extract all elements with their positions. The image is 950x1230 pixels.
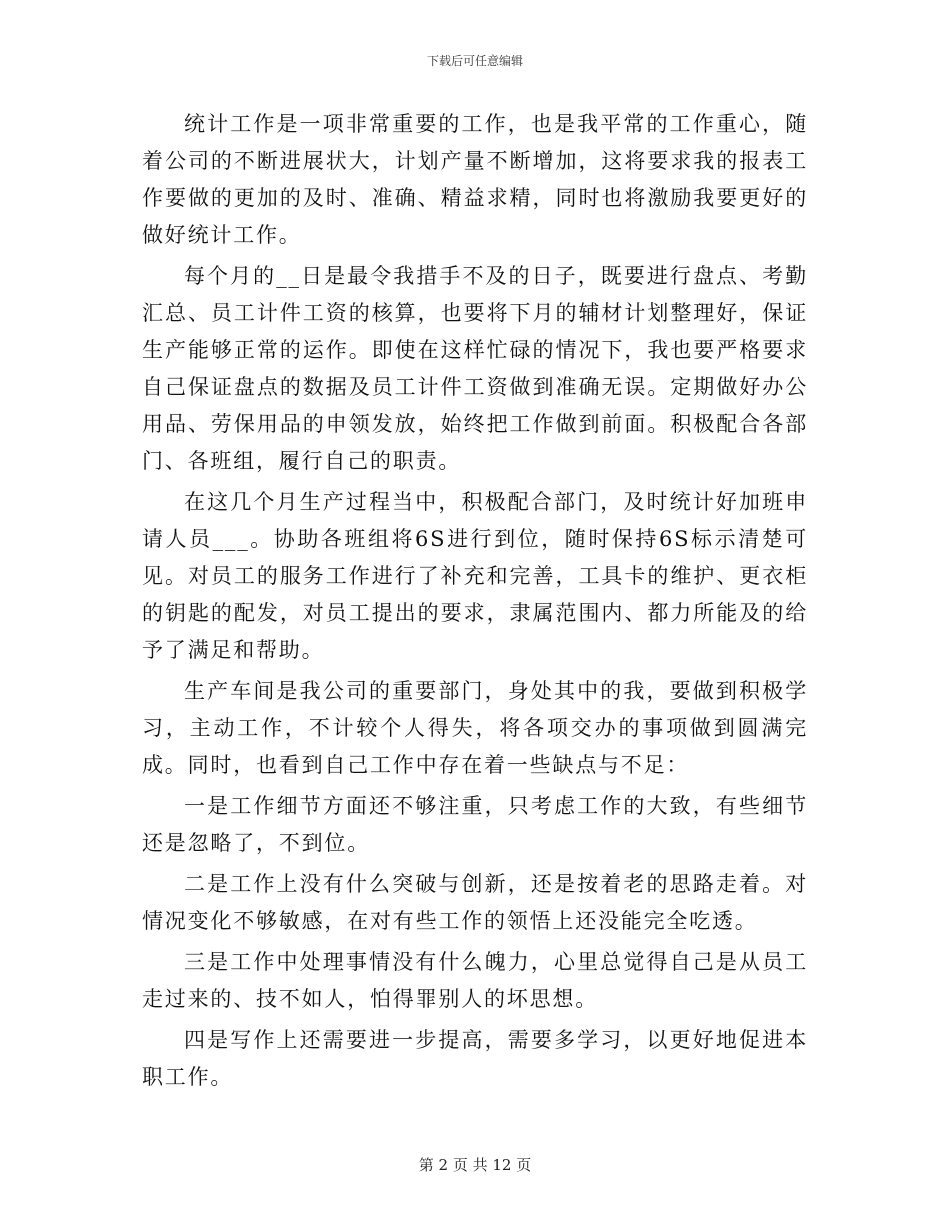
document-body xyxy=(142,106,808,1100)
paragraph: 四是写作上还需要进一步提高，需要多学习，以更好地促进本职工作。 xyxy=(142,1028,808,1089)
paragraph: 生产车间是我公司的重要部门，身处其中的我，要做到积极学习，主动工作，不计较个人得失，将各项交办的事项做到圆满完成。同时，也看到自己工作中存在着一些缺点与不足： xyxy=(142,679,808,777)
paragraph: 在这几个月生产过程当中，积极配合部门，及时统计好加班申请人员___。协助各班组将6S进行到位，随时保持6S标示清楚可见。对员工的服务工作进行了补充和完善，工具卡的维护、更衣柜的钥匙的配发，对员工提出的要求，隶属范围内、都力所能及的给予了满足和帮助。 xyxy=(142,490,808,662)
paragraph: 每个月的__日是最令我措手不及的日子，既要进行盘点、考勤汇总、员工计件工资的核算，也要将下月的辅材计划整理好，保证生产能够正常的运作。即使在这样忙碌的情况下，我也要严格要求自己保证盘点的数据及员工计件工资做到准确无误。定期做好办公用品、劳保用品的申领发放，始终把工作做到前面。积极配合各部门、各班组，履行自己的职责。 xyxy=(142,264,808,473)
paragraph: 一是工作细节方面还不够注重，只考虑工作的大致，有些细节还是忽略了，不到位。 xyxy=(142,794,808,855)
paragraph: 统计工作是一项非常重要的工作，也是我平常的工作重心，随着公司的不断进展状大，计划产量不断增加，这将要求我的报表工作要做的更加的及时、准确、精益求精，同时也将激励我要更好的做好统计工作。 xyxy=(142,112,808,247)
paragraph: 三是工作中处理事情没有什么魄力，心里总觉得自己是从员工走过来的、技不如人，怕得罪别人的坏思想。 xyxy=(142,950,808,1011)
paragraph: 二是工作上没有什么突破与创新，还是按着老的思路走着。对情况变化不够敏感，在对有些工作的领悟上还没能完全吃透。 xyxy=(142,872,808,933)
page-header: 下载后可任意编辑 xyxy=(426,54,523,68)
page-footer: 第 2 页 共 12 页 xyxy=(418,1156,532,1174)
